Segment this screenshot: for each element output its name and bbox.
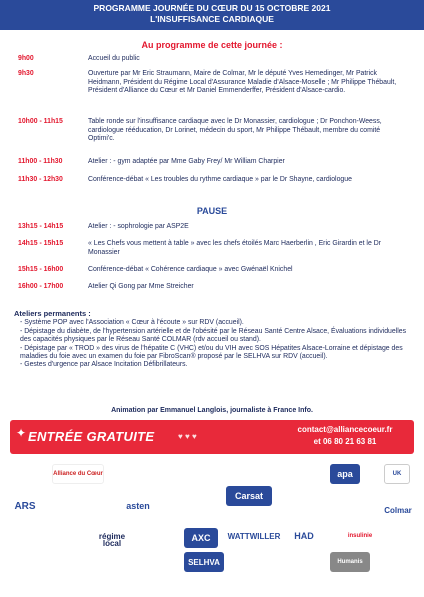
- contact-email[interactable]: contact@alliancecoeur.fr: [297, 425, 393, 434]
- partner-logo: SELHVA: [184, 552, 224, 572]
- free-entry-text: ENTRÉE GRATUITE: [28, 429, 155, 444]
- contact-phone: et 06 80 21 63 81: [313, 437, 377, 446]
- schedule-time: 13h15 - 14h15: [18, 223, 64, 230]
- program-title: Au programme de cette journée :: [141, 40, 283, 50]
- schedule-desc: Atelier : - gym adaptée par Mme Gaby Frey/ Mr William Charpier: [88, 158, 285, 165]
- schedule-desc: Atelier : - sophrologie par ASP2E: [88, 223, 189, 230]
- schedule-time: 16h00 - 17h00: [18, 283, 64, 290]
- permanent-workshops: [14, 310, 410, 370]
- header-title: PROGRAMME JOURNÉE DU CŒUR DU 15 OCTOBRE 2021: [93, 3, 331, 13]
- partner-logo: UK: [384, 464, 410, 484]
- schedule-time: 14h15 - 15h15: [18, 240, 64, 247]
- partner-logo: régime local: [92, 530, 132, 550]
- partner-logo: insulinie: [342, 526, 378, 546]
- schedule-time: 9h00: [18, 55, 34, 62]
- free-entry-banner: [10, 420, 414, 454]
- schedule-time: 11h30 - 12h30: [18, 176, 63, 183]
- partner-logo: Carsat: [226, 486, 272, 506]
- sparkle-icon: ✦: [16, 426, 27, 440]
- schedule-time: 15h15 - 16h00: [18, 266, 64, 273]
- schedule-desc: Accueil du public: [88, 55, 140, 62]
- partner-logo: Colmar: [382, 500, 414, 520]
- permanent-item: - Dépistage par « TROD » des virus de l'hépatite C (VHC) et/ou du VIH avec SOS Hépatites Alsace-Lorraine et dépistage des maladies du foie avec un examen du foie par FibroScan® proposé par le SELHVA sur RDV (accueil).: [20, 344, 403, 361]
- partner-logo: apa: [330, 464, 360, 484]
- schedule-desc: Conférence-débat « Les troubles du rythme cardiaque » par le Dr Shayne, cardiologue: [88, 176, 352, 183]
- heart-icon: ♥ ♥ ♥: [178, 432, 197, 441]
- partner-logo: ARS: [10, 496, 40, 516]
- schedule-time: 9h30: [18, 70, 34, 77]
- contact-info: [282, 424, 408, 448]
- animation-credit: Animation par Emmanuel Langlois, journaliste à France Info.: [111, 407, 313, 414]
- schedule-desc: Atelier Qi Gong par Mme Streicher: [88, 283, 194, 290]
- permanent-item: - Dépistage du diabète, de l'hypertension artérielle et de l'obésité par le Réseau Santé Centre Alsace, Évaluations individuelles des capacités physiques par le Réseau Santé COLMAR (rdv accueil ou stand).: [20, 327, 407, 344]
- partner-logo: Alliance du Cœur: [52, 464, 104, 484]
- permanent-item: - Gestes d'urgence par Alsace Incitation Défibrillateurs.: [20, 361, 188, 369]
- schedule-desc: Table ronde sur l'insuffisance cardiaque avec le Dr Monassier, cardiologue ; Dr Ponchon-Weess, cardiologue rééducation, Dr Lorinet, médecin du sport, Mr Philippe Thébault, membre du comité Optimi'c.: [88, 118, 382, 143]
- partner-logo: asten: [118, 496, 158, 516]
- partner-logo: WATTWILLER: [226, 526, 282, 546]
- schedule-desc: « Les Chefs vous mettent à table » avec les chefs étoilés Marc Haerberlin , Eric Girardin et le Dr Monassier: [88, 240, 381, 256]
- schedule-time: 10h00 - 11h15: [18, 118, 63, 125]
- partner-logo: AXC: [184, 528, 218, 548]
- schedule-time: 11h00 - 11h30: [18, 158, 63, 165]
- page-header: [0, 0, 424, 30]
- partner-logo: HAD: [290, 526, 318, 546]
- partner-logo: Humanis: [330, 552, 370, 572]
- schedule-desc: Ouverture par Mr Eric Straumann, Maire de Colmar, Mr le député Yves Hemedinger, Mr Patrick Heidmann, Président du Régime Local d'Assurance Maladie d'Alsace-Moselle ; Mr Philippe Thébault, Président d'Alliance du Cœur et Mr Daniel Emmenderffer, Président d'Alsace-cardio.: [88, 70, 397, 95]
- permanent-item: - Système POP avec l'Association « Cœur à l'écoute » sur RDV (accueil).: [20, 319, 244, 327]
- partner-logos: [8, 458, 416, 576]
- header-subtitle: L'INSUFFISANCE CARDIAQUE: [150, 14, 274, 24]
- pause-title: PAUSE: [196, 206, 228, 216]
- permanent-title: Ateliers permanents :: [14, 309, 91, 318]
- schedule-desc: Conférence-débat « Cohérence cardiaque » avec Gwénaël Knichel: [88, 266, 293, 273]
